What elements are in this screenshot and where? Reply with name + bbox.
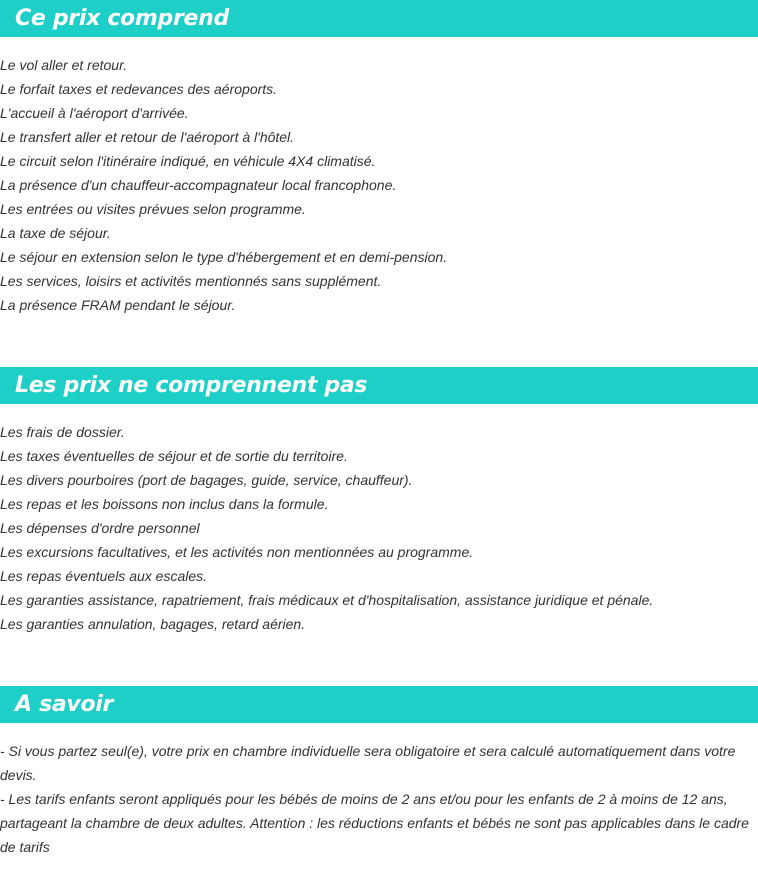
included-list bbox=[0, 53, 447, 317]
excluded-section-header bbox=[0, 367, 758, 404]
info-paragraph: - Les tarifs enfants seront appliqués pour les bébés de moins de 2 ans et/ou pour les enfants de 2 à moins de 12 ans, partageant la chambre de deux adultes. Attention : les réductions enfants et bébés ne sont pas applicables dans le cadre de tarifs bbox=[0, 791, 749, 855]
list-item: Les frais de dossier. bbox=[0, 424, 125, 440]
list-item: La taxe de séjour. bbox=[0, 225, 111, 241]
list-item: Les repas et les boissons non inclus dans la formule. bbox=[0, 496, 329, 512]
list-item: La présence d'un chauffeur-accompagnateur local francophone. bbox=[0, 177, 397, 193]
good-to-know-text bbox=[0, 739, 758, 859]
included-section-title: Ce prix comprend bbox=[15, 6, 229, 31]
list-item: La présence FRAM pendant le séjour. bbox=[0, 297, 236, 313]
list-item: Les entrées ou visites prévues selon programme. bbox=[0, 201, 306, 217]
excluded-list bbox=[0, 420, 653, 636]
list-item: L'accueil à l'aéroport d'arrivée. bbox=[0, 105, 189, 121]
list-item: Le forfait taxes et redevances des aéroports. bbox=[0, 81, 278, 97]
info-paragraph: - Si vous partez seul(e), votre prix en chambre individuelle sera obligatoire et sera calculé automatiquement dans votre devis. bbox=[0, 743, 736, 783]
list-item: Les garanties annulation, bagages, retard aérien. bbox=[0, 616, 306, 632]
good-to-know-section-header bbox=[0, 686, 758, 723]
good-to-know-section-title: A savoir bbox=[15, 692, 114, 717]
list-item: Les garanties assistance, rapatriement, frais médicaux et d'hospitalisation, assistance juridique et pénale. bbox=[0, 592, 654, 608]
list-item: Les divers pourboires (port de bagages, guide, service, chauffeur). bbox=[0, 472, 413, 488]
list-item: Le transfert aller et retour de l'aéroport à l'hôtel. bbox=[0, 129, 295, 145]
list-item: Les services, loisirs et activités mentionnés sans supplément. bbox=[0, 273, 382, 289]
list-item: Le séjour en extension selon le type d'hébergement et en demi-pension. bbox=[0, 249, 448, 265]
list-item: Les dépenses d'ordre personnel bbox=[0, 520, 200, 536]
included-section-header bbox=[0, 0, 758, 37]
list-item: Les taxes éventuelles de séjour et de sortie du territoire. bbox=[0, 448, 348, 464]
list-item: Le vol aller et retour. bbox=[0, 57, 128, 73]
excluded-section-title: Les prix ne comprennent pas bbox=[15, 373, 368, 398]
list-item: Les excursions facultatives, et les activités non mentionnées au programme. bbox=[0, 544, 474, 560]
list-item: Les repas éventuels aux escales. bbox=[0, 568, 208, 584]
list-item: Le circuit selon l'itinéraire indiqué, en véhicule 4X4 climatisé. bbox=[0, 153, 376, 169]
